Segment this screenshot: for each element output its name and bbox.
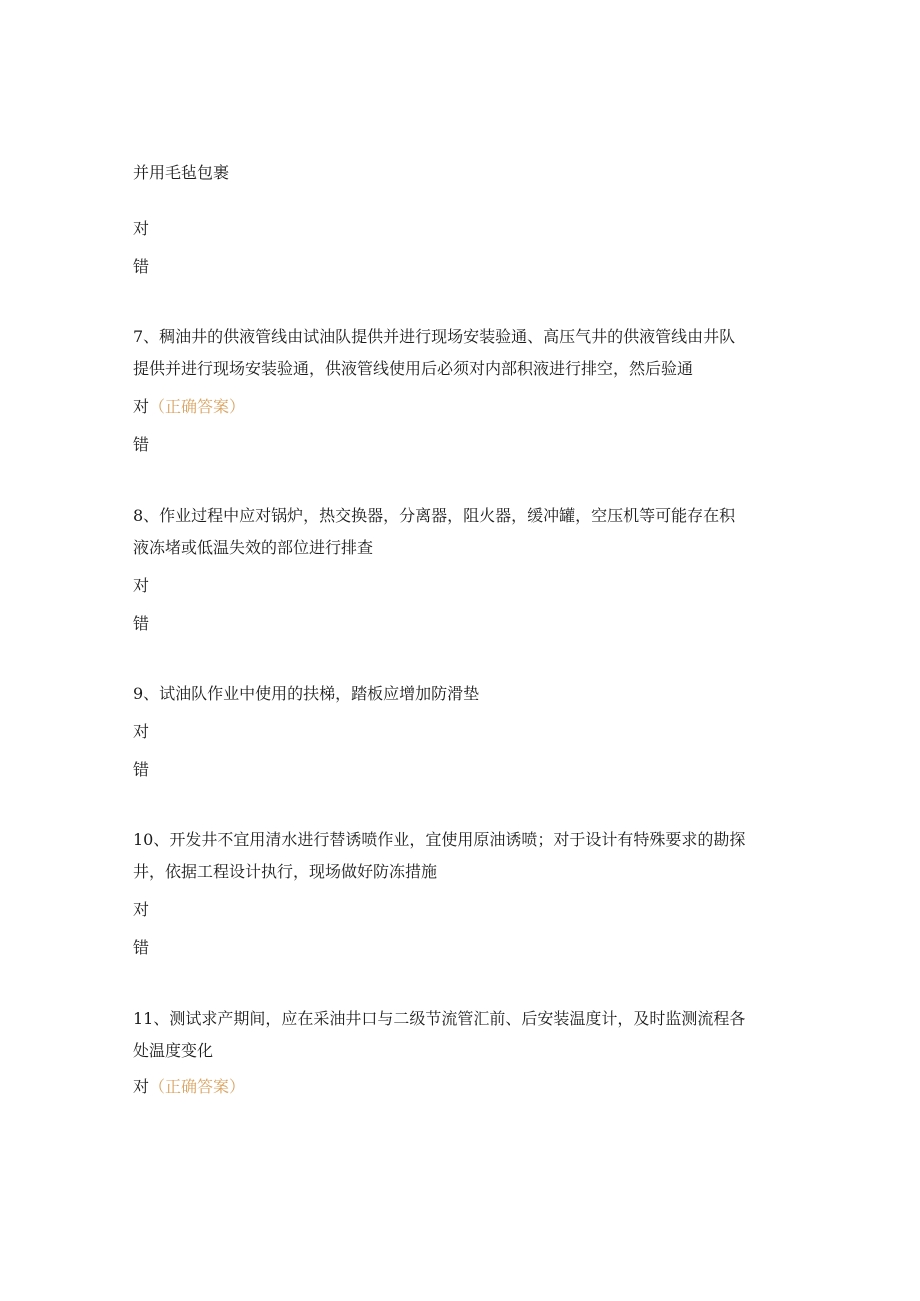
q10-option-true: 对: [133, 900, 150, 919]
q8-text-line-2: 液冻堵或低温失效的部位进行排查: [133, 538, 374, 557]
q9-option-true: 对: [133, 722, 150, 741]
intro-option-false: 错: [133, 257, 150, 276]
q10-text-line-2: 井，依据工程设计执行，现场做好防冻措施: [133, 862, 438, 881]
q10-text-line-1: 10、开发井不宜用清水进行替诱喷作业，宜使用原油诱喷；对于设计有特殊要求的勘探: [133, 830, 746, 849]
q8-option-true: 对: [133, 576, 150, 595]
intro-text: 并用毛毡包裹: [133, 163, 230, 182]
q8-option-false: 错: [133, 614, 150, 633]
q10-option-false: 错: [133, 938, 150, 957]
q9-option-false: 错: [133, 760, 150, 779]
q11-text-line-2: 处温度变化: [133, 1041, 214, 1060]
q7-option-true: [133, 397, 245, 417]
q8-text-line-1: 8、作业过程中应对锅炉，热交换器，分离器，阻火器，缓冲罐，空压机等可能存在积: [133, 506, 736, 525]
q7-text-line-2: 提供并进行现场安装验通，供液管线使用后必须对内部积液进行排空，然后验通: [133, 359, 694, 378]
q11-option-true: [133, 1077, 245, 1097]
q11-option-true-label: 对: [133, 1077, 150, 1096]
q7-option-true-label: 对: [133, 397, 150, 416]
q11-correct-answer-label: （正确答案）: [149, 1077, 246, 1096]
intro-option-true: 对: [133, 219, 150, 238]
q7-text-line-1: 7、稠油井的供液管线由试油队提供并进行现场安装验通、高压气井的供液管线由井队: [133, 327, 736, 346]
q7-correct-answer-label: （正确答案）: [149, 397, 246, 416]
q11-text-line-1: 11、测试求产期间，应在采油井口与二级节流管汇前、后安装温度计，及时监测流程各: [133, 1009, 746, 1028]
q9-text-line-1: 9、试油队作业中使用的扶梯，踏板应增加防滑垫: [133, 684, 480, 703]
q7-option-false: 错: [133, 435, 150, 454]
